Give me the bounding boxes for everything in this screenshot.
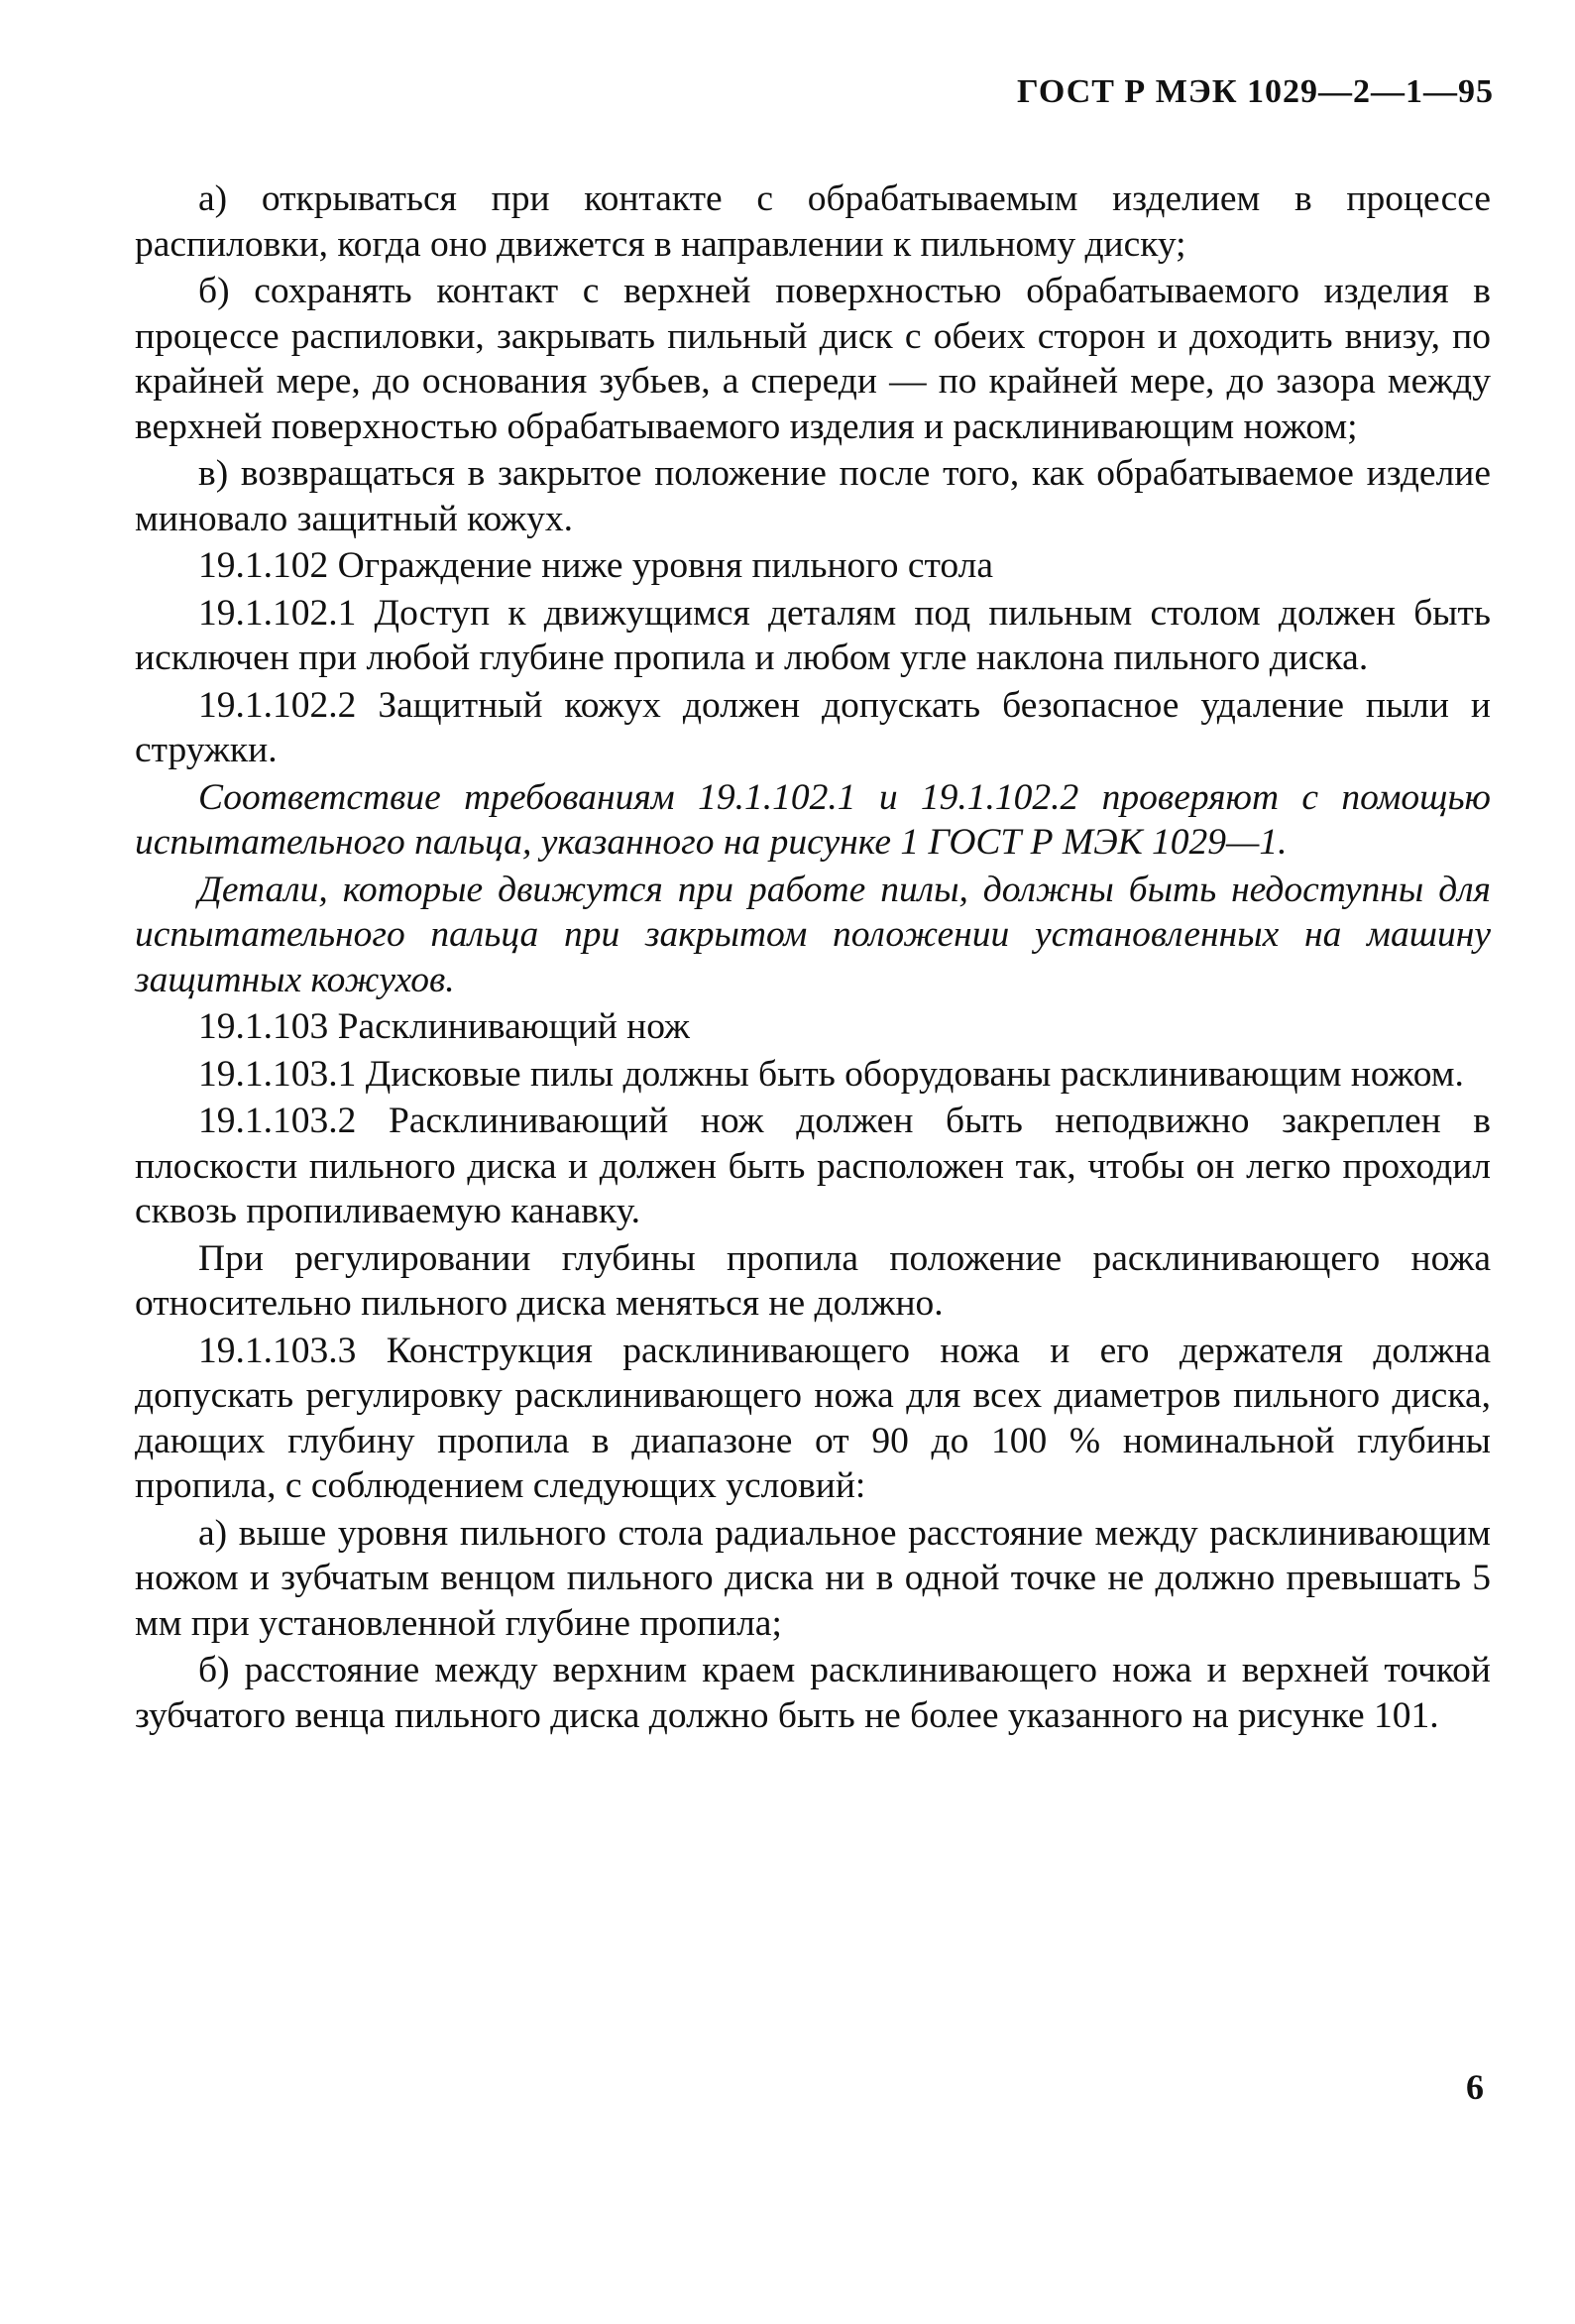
clause-19-1-102-1: 19.1.102.1 Доступ к движущимся деталям под пильным столом должен быть исключен при любой глубине пропила и любом угле наклона пильного диска.: [135, 592, 1491, 678]
clause-19-1-103-1: 19.1.103.1 Дисковые пилы должны быть оборудованы расклинивающим ножом.: [198, 1053, 1464, 1095]
clause-19-1-102-2: 19.1.102.2 Защитный кожух должен допускать безопасное удаление пыли и стружки.: [135, 684, 1491, 770]
page-number: 6: [1466, 2067, 1484, 2107]
clause-19-1-103-2: 19.1.103.2 Расклинивающий нож должен быть неподвижно закреплен в плоскости пильного диска и должен быть расположен так, чтобы он легко проходил сквозь пропиливаемую канавку.: [135, 1101, 1491, 1231]
section-heading-19-1-103: 19.1.103 Расклинивающий нож: [198, 1006, 690, 1047]
moving-parts-note: Детали, которые движутся при работе пилы, должны быть недоступны для испытательного пальца при закрытом положении установленных на машину защитных кожухов.: [135, 869, 1491, 1000]
depth-adjust-paragraph: При регулировании глубины пропила положение расклинивающего ножа относительно пильного диска меняться не должно.: [135, 1237, 1491, 1324]
paragraph-a-open: а) открываться при контакте с обрабатываемым изделием в процессе распиловки, когда оно движется в направлении к пильному диску;: [135, 178, 1491, 265]
condition-a-radial-distance: а) выше уровня пильного стола радиальное расстояние между расклинивающим ножом и зубчатым венцом пильного диска ни в одной точке не должно превышать 5 мм при установленной глубине пропила;: [135, 1512, 1491, 1644]
compliance-check-note: Соответствие требованиям 19.1.102.1 и 19.1.102.2 проверяют с помощью испытательного пальца, указанного на рисунке 1 ГОСТ Р МЭК 1029—1.: [135, 776, 1491, 863]
paragraph-b-contact: б) сохранять контакт с верхней поверхностью обрабатываемого изделия в процессе распиловки, закрывать пильный диск с обеих сторон и доходить внизу, по крайней мере, до основания зубьев, а спереди — по крайней мере, до зазора между верхней поверхностью обрабатываемого изделия и расклинивающим ножом;: [135, 271, 1491, 447]
standard-header: ГОСТ Р МЭК 1029—2—1—95: [1017, 73, 1494, 110]
clause-19-1-103-3: 19.1.103.3 Конструкция расклинивающего ножа и его держателя должна допускать регулировку расклинивающего ножа для всех диаметров пильного диска, дающих глубину пропила в диапазоне от 90 до 100 % номинальной глубины пропила, с соблюдением следующих условий:: [135, 1330, 1491, 1506]
section-heading-19-1-102: 19.1.102 Ограждение ниже уровня пильного стола: [198, 545, 993, 586]
paragraph-v-return: в) возвращаться в закрытое положение после того, как обрабатываемое изделие миновало защитный кожух.: [135, 453, 1491, 539]
condition-b-top-edge: б) расстояние между верхним краем расклинивающего ножа и верхней точкой зубчатого венца пильного диска должно быть не более указанного на рисунке 101.: [135, 1650, 1491, 1736]
body-text: [135, 176, 1491, 1738]
